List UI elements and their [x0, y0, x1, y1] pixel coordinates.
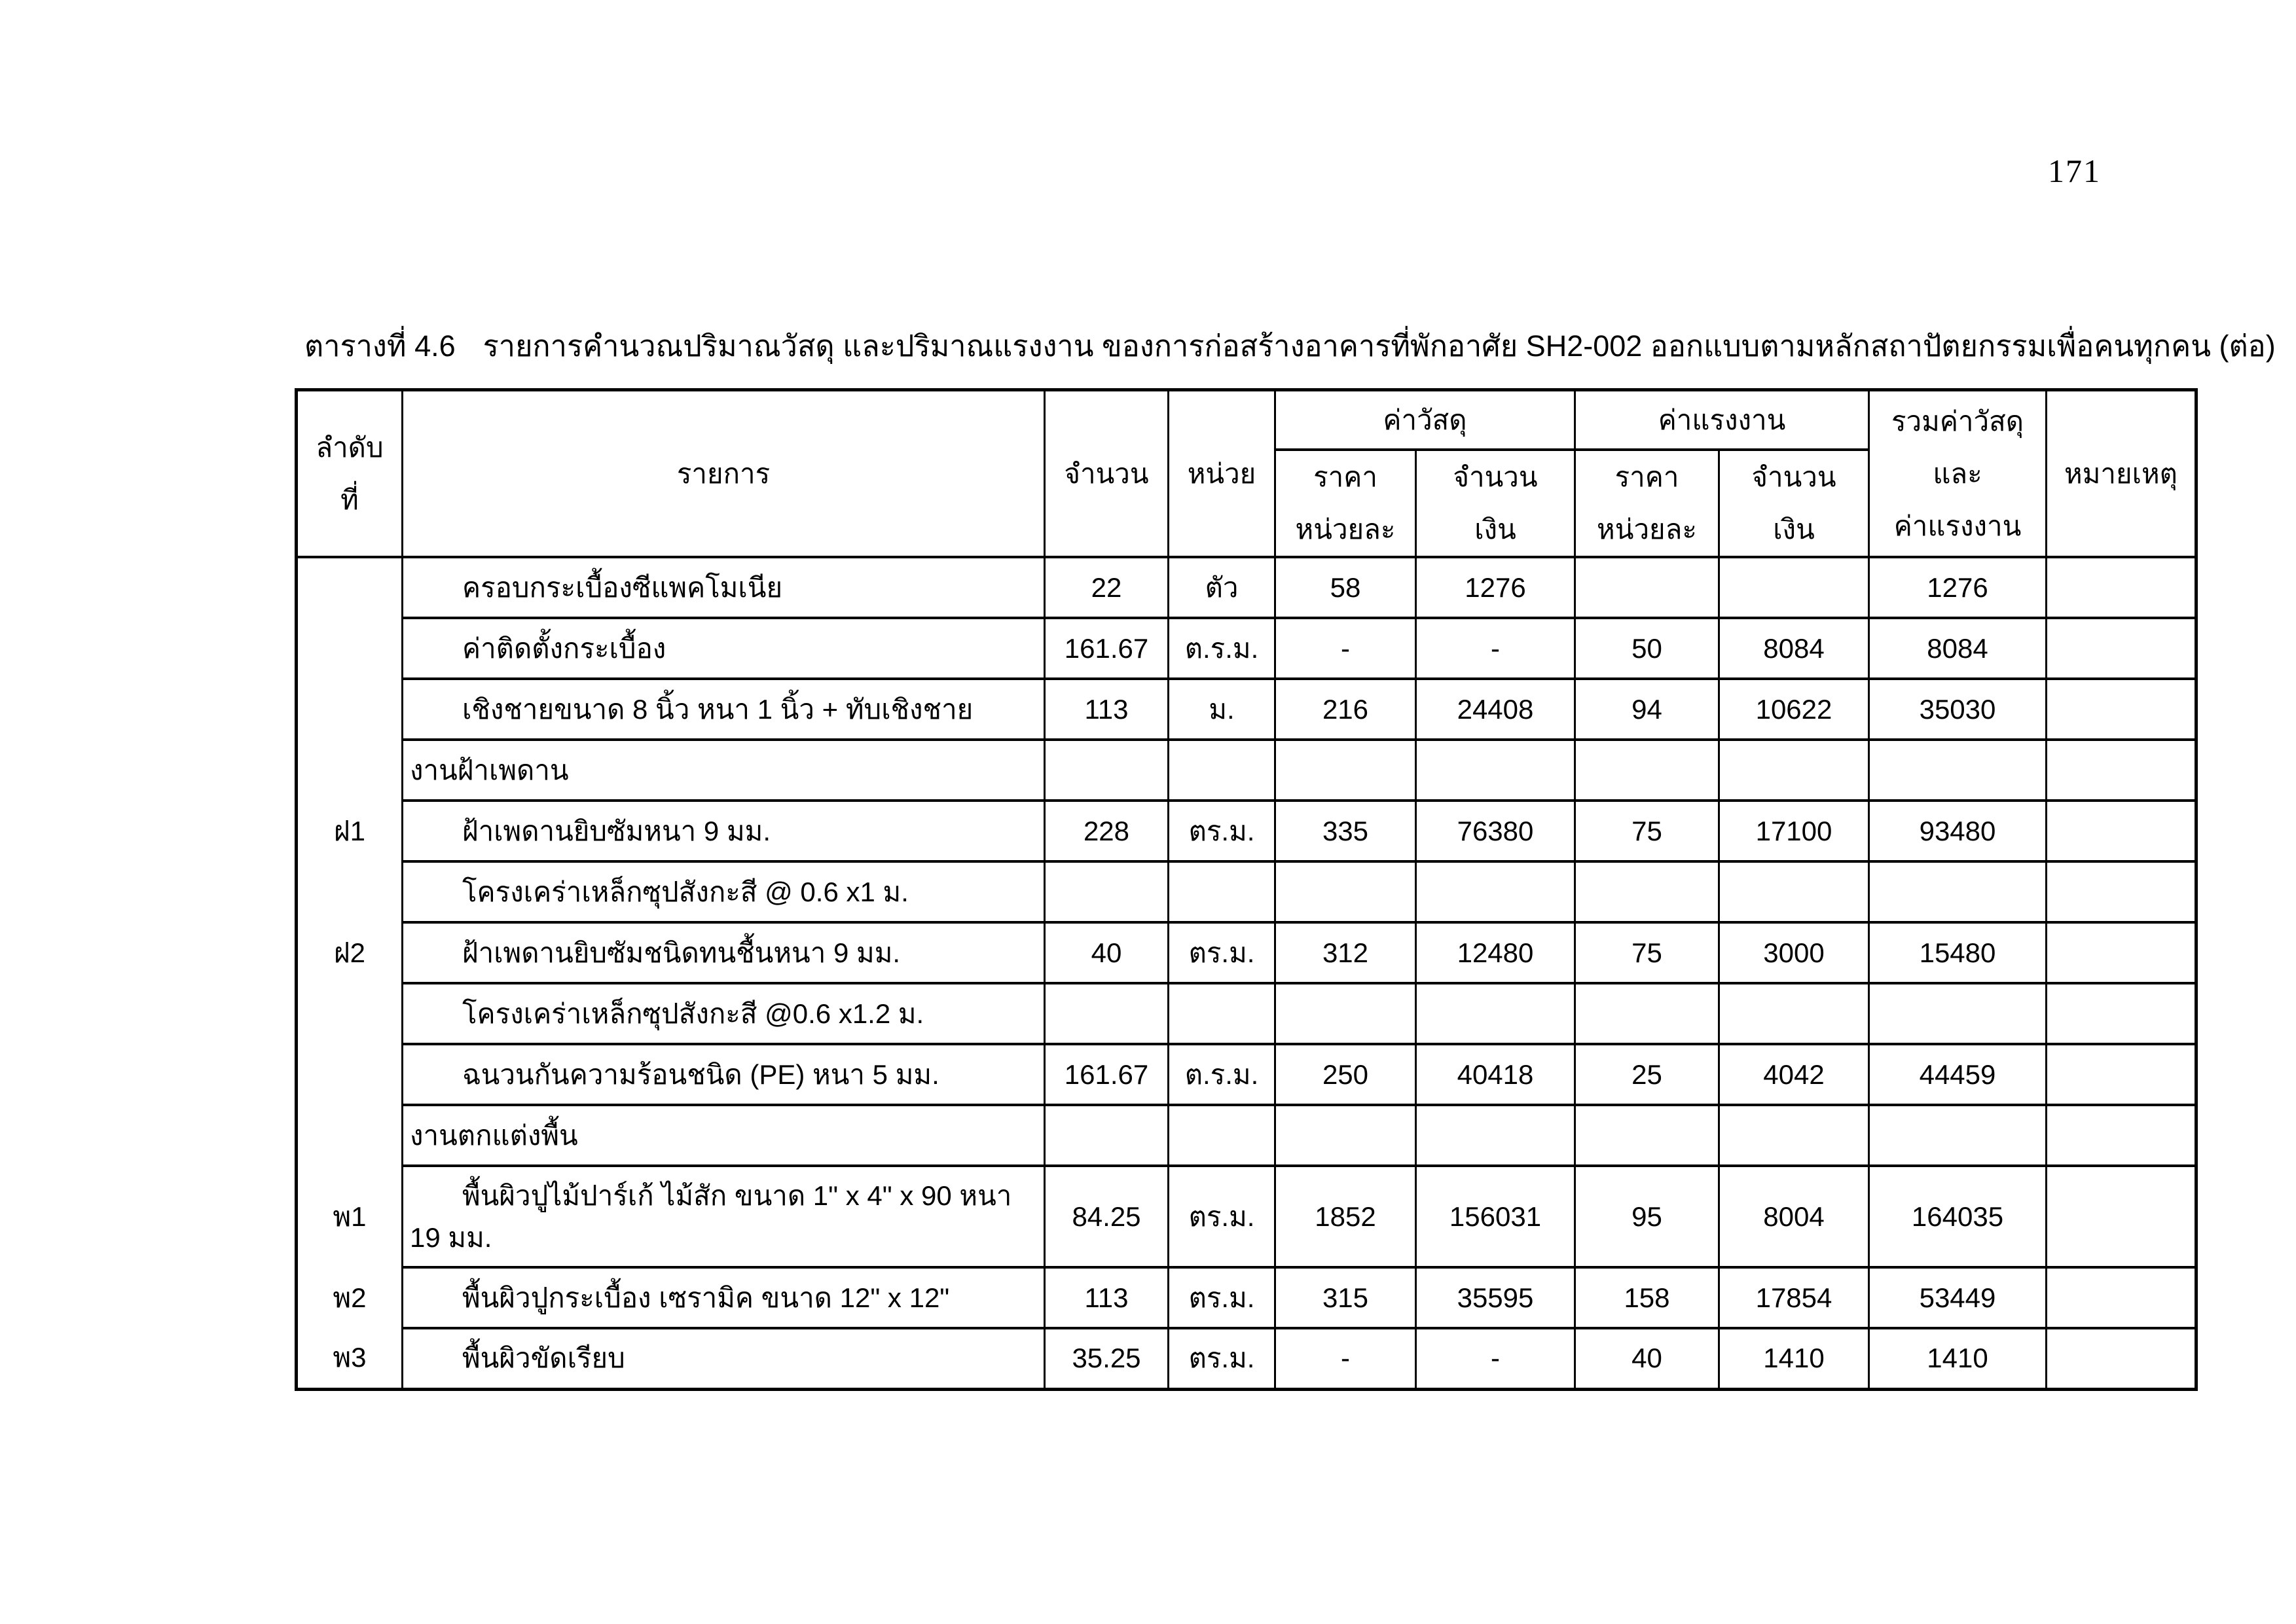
cell-remark — [2047, 801, 2196, 861]
cell-labor-amount: 8004 — [1719, 1166, 1869, 1267]
cell-total: 164035 — [1869, 1166, 2047, 1267]
cell-unit: ตร.ม. — [1169, 1267, 1275, 1328]
cell-material-unit-price — [1275, 861, 1416, 922]
cell-total: 8084 — [1869, 618, 2047, 679]
cell-quantity: 228 — [1045, 801, 1169, 861]
cell-labor-unit-price: 75 — [1575, 922, 1719, 983]
cell-quantity: 113 — [1045, 1267, 1169, 1328]
table-row — [297, 922, 2196, 983]
cell-material-amount: 40418 — [1416, 1044, 1575, 1105]
cell-labor-unit-price: 94 — [1575, 679, 1719, 740]
cell-labor-amount: 3000 — [1719, 922, 1869, 983]
cell-labor-unit-price — [1575, 1105, 1719, 1166]
cell-material-amount: 24408 — [1416, 679, 1575, 740]
cell-quantity: 22 — [1045, 557, 1169, 618]
item-text: งานตกแต่งพื้น — [410, 1119, 578, 1151]
cell-material-unit-price: 1852 — [1275, 1166, 1416, 1267]
cell-labor-unit-price: 50 — [1575, 618, 1719, 679]
cell-remark — [2047, 1044, 2196, 1105]
cell-unit: ต.ร.ม. — [1169, 1044, 1275, 1105]
item-text: ฝ้าเพดานยิบซัมหนา 9 มม. — [462, 815, 771, 846]
col-header-total — [1869, 390, 2047, 558]
cell-order-no: พ1 — [297, 1166, 403, 1267]
cell-unit: ตร.ม. — [1169, 1166, 1275, 1267]
cell-total: 15480 — [1869, 922, 2047, 983]
item-text: 19 มม. — [410, 1221, 492, 1253]
col-header-total-line1: รวมค่าวัสดุ — [1891, 405, 2024, 437]
cell-unit — [1169, 861, 1275, 922]
cell-quantity — [1045, 1105, 1169, 1166]
col-header-material-amount-line1: จำนวน — [1453, 461, 1538, 492]
cell-labor-amount: 8084 — [1719, 618, 1869, 679]
item-text: ครอบกระเบื้องซีแพคโมเนีย — [462, 571, 783, 603]
cell-labor-amount: 17100 — [1719, 801, 1869, 861]
cell-item — [403, 557, 1045, 618]
cell-total — [1869, 740, 2047, 801]
item-text: พื้นผิวปูไม้ปาร์เก้ ไม้สัก ขนาด 1" x 4" x 90 หนา — [462, 1180, 1012, 1211]
cell-unit: ตัว — [1169, 557, 1275, 618]
col-header-material-cost: ค่าวัสดุ — [1275, 390, 1575, 450]
cell-labor-unit-price: 40 — [1575, 1328, 1719, 1389]
table-row — [297, 801, 2196, 861]
cell-labor-amount: 4042 — [1719, 1044, 1869, 1105]
table-body — [297, 557, 2196, 1389]
cell-order-no — [297, 557, 403, 618]
cell-unit — [1169, 983, 1275, 1044]
cell-remark — [2047, 1166, 2196, 1267]
table-title — [304, 322, 2276, 369]
table-row — [297, 861, 2196, 922]
cell-total: 53449 — [1869, 1267, 2047, 1328]
col-header-remark: หมายเหตุ — [2047, 390, 2196, 558]
cell-labor-unit-price: 95 — [1575, 1166, 1719, 1267]
cell-labor-unit-price: 158 — [1575, 1267, 1719, 1328]
col-header-material-amount-line2: เงิน — [1474, 514, 1516, 545]
cell-quantity: 40 — [1045, 922, 1169, 983]
item-text: โครงเคร่าเหล็กซุปสังกะสี @ 0.6 x1 ม. — [462, 876, 909, 907]
cell-unit: ตร.ม. — [1169, 801, 1275, 861]
cell-item — [403, 1267, 1045, 1328]
col-header-material-unit-price — [1275, 450, 1416, 557]
cell-material-unit-price: 335 — [1275, 801, 1416, 861]
cell-labor-amount — [1719, 861, 1869, 922]
col-header-total-line2: และ — [1933, 458, 1982, 489]
table-title-label: ตารางที่ 4.6 — [304, 329, 456, 363]
cell-unit: ตร.ม. — [1169, 922, 1275, 983]
col-header-order-no-line2: ที่ — [340, 484, 359, 515]
cell-item — [403, 922, 1045, 983]
cell-item — [403, 618, 1045, 679]
cell-order-no — [297, 861, 403, 922]
cell-material-amount: - — [1416, 1328, 1575, 1389]
table-header — [297, 390, 2196, 558]
table-row — [297, 557, 2196, 618]
cell-item — [403, 1328, 1045, 1389]
cell-quantity: 161.67 — [1045, 618, 1169, 679]
cell-order-no: พ2 — [297, 1267, 403, 1328]
cell-material-unit-price: 58 — [1275, 557, 1416, 618]
cell-total: 1410 — [1869, 1328, 2047, 1389]
cell-material-amount — [1416, 1105, 1575, 1166]
item-text: พื้นผิวปูกระเบื้อง เซรามิค ขนาด 12" x 12" — [462, 1282, 950, 1313]
cell-order-no — [297, 1105, 403, 1166]
cell-order-no: ฝ1 — [297, 801, 403, 861]
cell-material-unit-price — [1275, 1105, 1416, 1166]
cell-material-amount: 35595 — [1416, 1267, 1575, 1328]
cell-material-amount — [1416, 983, 1575, 1044]
cell-remark — [2047, 618, 2196, 679]
cell-material-amount — [1416, 861, 1575, 922]
cell-remark — [2047, 861, 2196, 922]
cell-material-amount: - — [1416, 618, 1575, 679]
col-header-quantity: จำนวน — [1045, 390, 1169, 558]
cell-total: 44459 — [1869, 1044, 2047, 1105]
cell-order-no — [297, 983, 403, 1044]
cell-remark — [2047, 557, 2196, 618]
cell-unit: ต.ร.ม. — [1169, 618, 1275, 679]
cell-labor-amount: 17854 — [1719, 1267, 1869, 1328]
cell-labor-unit-price — [1575, 861, 1719, 922]
cell-order-no — [297, 618, 403, 679]
table-row — [297, 618, 2196, 679]
header-row-groups — [297, 390, 2196, 450]
cell-order-no — [297, 679, 403, 740]
cell-labor-unit-price — [1575, 983, 1719, 1044]
cell-total: 1276 — [1869, 557, 2047, 618]
table-row — [297, 740, 2196, 801]
cell-item — [403, 801, 1045, 861]
cell-material-unit-price: 315 — [1275, 1267, 1416, 1328]
table-row — [297, 1166, 2196, 1267]
col-header-material-unit-price-line1: ราคา — [1313, 461, 1377, 492]
col-header-material-unit-price-line2: หน่วยละ — [1295, 514, 1396, 545]
cell-remark — [2047, 1328, 2196, 1389]
cell-total — [1869, 1105, 2047, 1166]
col-header-labor-unit-price — [1575, 450, 1719, 557]
cell-material-unit-price: - — [1275, 1328, 1416, 1389]
cell-order-no — [297, 1044, 403, 1105]
cell-labor-amount: 1410 — [1719, 1328, 1869, 1389]
cell-quantity — [1045, 983, 1169, 1044]
cell-remark — [2047, 679, 2196, 740]
col-header-order-no — [297, 390, 403, 558]
cell-material-amount: 1276 — [1416, 557, 1575, 618]
cell-quantity — [1045, 740, 1169, 801]
cell-order-no: ฝ2 — [297, 922, 403, 983]
cell-labor-amount — [1719, 557, 1869, 618]
cell-item — [403, 1044, 1045, 1105]
item-text: เชิงชายขนาด 8 นิ้ว หนา 1 นิ้ว + ทับเชิงชาย — [462, 693, 974, 725]
cell-material-unit-price — [1275, 740, 1416, 801]
table-row — [297, 1267, 2196, 1328]
cell-total: 35030 — [1869, 679, 2047, 740]
table-title-text: รายการคำนวณปริมาณวัสดุ และปริมาณแรงงาน ของการก่อสร้างอาคารที่พักอาศัย SH2-002 ออกแบบตามหลักสถาปัตยกรรมเพื่อคนทุกคน (ต่อ) — [483, 329, 2276, 363]
table-row — [297, 679, 2196, 740]
cost-table — [295, 388, 2198, 1391]
col-header-labor-amount-line2: เงิน — [1773, 514, 1815, 545]
col-header-labor-cost: ค่าแรงงาน — [1575, 390, 1869, 450]
cell-labor-amount — [1719, 1105, 1869, 1166]
cell-labor-amount — [1719, 740, 1869, 801]
cell-remark — [2047, 922, 2196, 983]
cell-material-unit-price: - — [1275, 618, 1416, 679]
col-header-unit: หน่วย — [1169, 390, 1275, 558]
cell-item — [403, 679, 1045, 740]
cell-quantity: 84.25 — [1045, 1166, 1169, 1267]
table-row — [297, 983, 2196, 1044]
cell-labor-unit-price: 75 — [1575, 801, 1719, 861]
cell-quantity: 113 — [1045, 679, 1169, 740]
cell-item — [403, 740, 1045, 801]
table-row — [297, 1328, 2196, 1389]
cell-total — [1869, 861, 2047, 922]
col-header-labor-unit-price-line2: หน่วยละ — [1597, 514, 1697, 545]
cell-labor-amount: 10622 — [1719, 679, 1869, 740]
item-text: โครงเคร่าเหล็กซุปสังกะสี @0.6 x1.2 ม. — [462, 998, 924, 1029]
cell-unit — [1169, 740, 1275, 801]
col-header-order-no-line1: ลำดับ — [316, 431, 384, 463]
cell-total: 93480 — [1869, 801, 2047, 861]
cell-material-amount: 156031 — [1416, 1166, 1575, 1267]
cell-unit — [1169, 1105, 1275, 1166]
col-header-labor-amount-line1: จำนวน — [1751, 461, 1836, 492]
cell-item — [403, 861, 1045, 922]
cell-item — [403, 1105, 1045, 1166]
cell-unit: ม. — [1169, 679, 1275, 740]
cell-material-unit-price: 250 — [1275, 1044, 1416, 1105]
cell-item — [403, 1166, 1045, 1267]
table-row — [297, 1044, 2196, 1105]
cell-remark — [2047, 740, 2196, 801]
cell-labor-unit-price — [1575, 740, 1719, 801]
table-row — [297, 1105, 2196, 1166]
col-header-item: รายการ — [403, 390, 1045, 558]
cell-unit: ตร.ม. — [1169, 1328, 1275, 1389]
item-text: งานฝ้าเพดาน — [410, 754, 569, 785]
cell-material-amount — [1416, 740, 1575, 801]
cell-quantity: 161.67 — [1045, 1044, 1169, 1105]
item-text: ฝ้าเพดานยิบซัมชนิดทนชื้นหนา 9 มม. — [462, 937, 901, 968]
item-text: ฉนวนกันความร้อนชนิด (PE) หนา 5 มม. — [462, 1058, 939, 1090]
cell-quantity: 35.25 — [1045, 1328, 1169, 1389]
cell-order-no — [297, 740, 403, 801]
col-header-material-amount — [1416, 450, 1575, 557]
item-text: พื้นผิวขัดเรียบ — [462, 1343, 625, 1374]
cell-labor-unit-price: 25 — [1575, 1044, 1719, 1105]
cell-material-unit-price: 312 — [1275, 922, 1416, 983]
cell-remark — [2047, 983, 2196, 1044]
cell-total — [1869, 983, 2047, 1044]
cell-material-unit-price: 216 — [1275, 679, 1416, 740]
cell-material-amount: 76380 — [1416, 801, 1575, 861]
cell-order-no: พ3 — [297, 1328, 403, 1389]
cell-item — [403, 983, 1045, 1044]
cell-labor-unit-price — [1575, 557, 1719, 618]
cell-labor-amount — [1719, 983, 1869, 1044]
col-header-total-line3: ค่าแรงงาน — [1893, 510, 2022, 541]
item-text: ค่าติดตั้งกระเบื้อง — [462, 632, 666, 664]
cell-material-amount: 12480 — [1416, 922, 1575, 983]
page-number: 171 — [2048, 153, 2101, 189]
cell-remark — [2047, 1105, 2196, 1166]
col-header-labor-amount — [1719, 450, 1869, 557]
col-header-labor-unit-price-line1: ราคา — [1614, 461, 1679, 492]
cell-material-unit-price — [1275, 983, 1416, 1044]
cell-quantity — [1045, 861, 1169, 922]
cell-remark — [2047, 1267, 2196, 1328]
